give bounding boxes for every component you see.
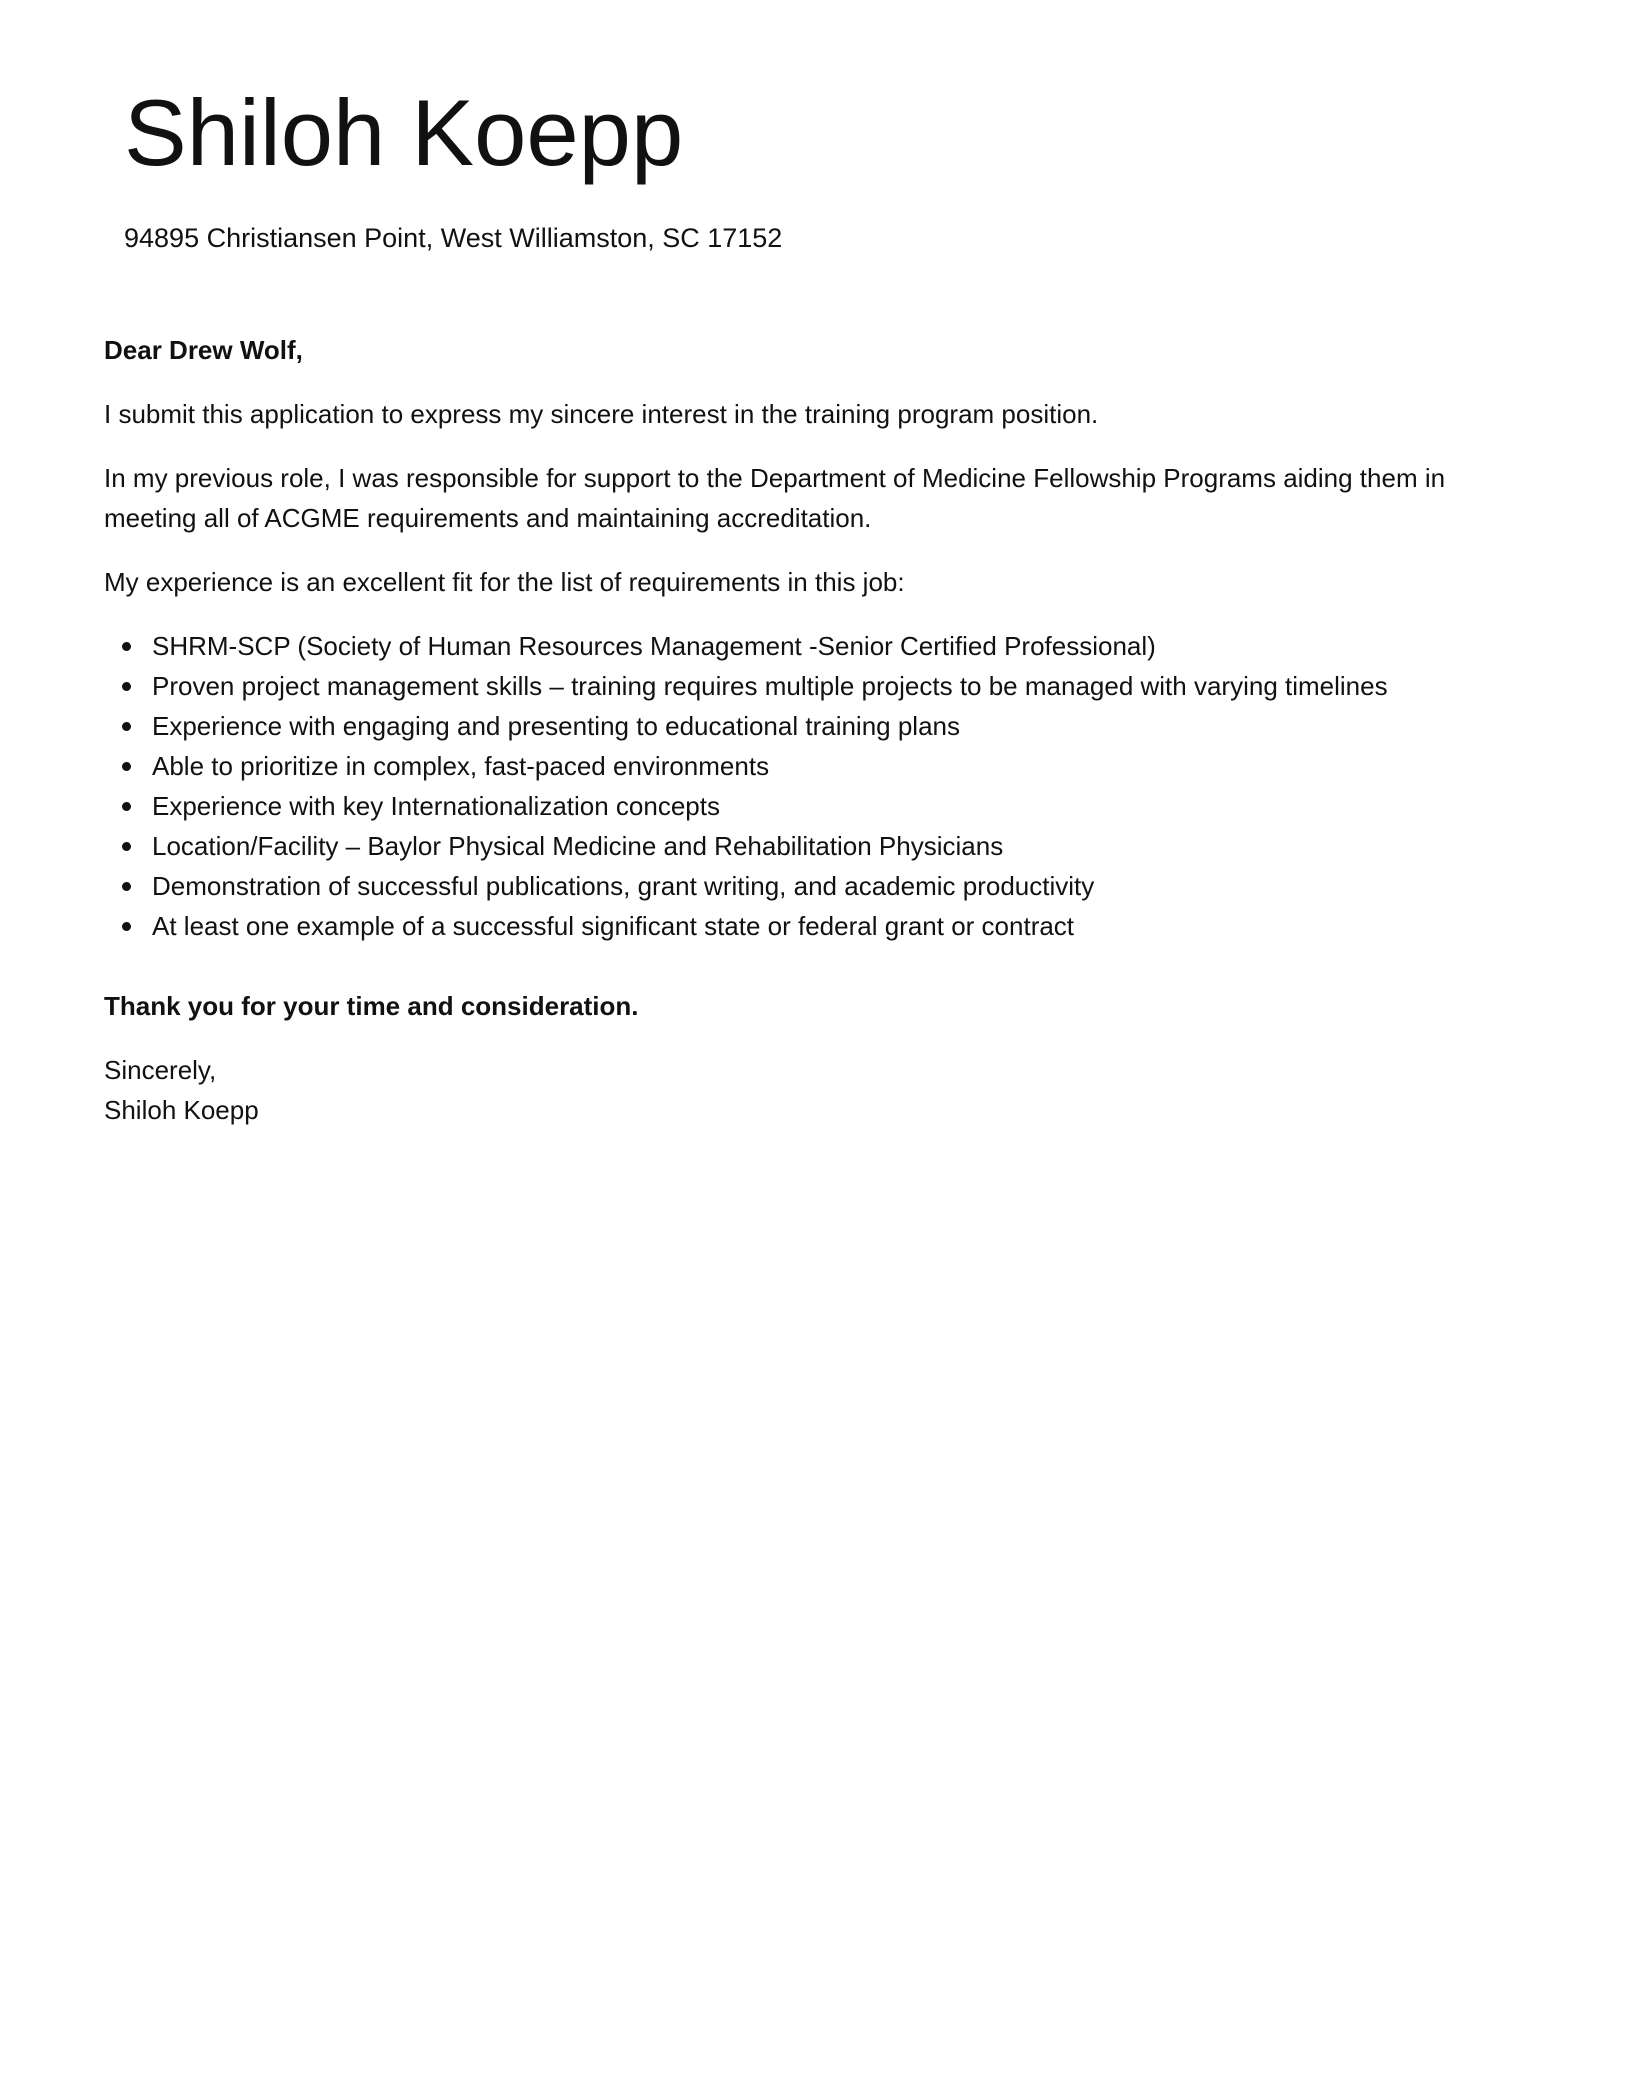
requirements-list xyxy=(104,626,1484,946)
closing-word: Sincerely, xyxy=(104,1055,217,1085)
applicant-address: 94895 Christiansen Point, West Williamston, SC 17152 xyxy=(124,223,783,253)
applicant-name: Shiloh Koepp xyxy=(124,80,684,185)
bullet-icon xyxy=(122,722,131,731)
bullet-icon xyxy=(122,802,131,811)
intro-paragraph: I submit this application to express my sincere interest in the training program position. xyxy=(104,399,1099,429)
bullet-icon xyxy=(122,762,131,771)
requirement-text: SHRM-SCP (Society of Human Resources Management -Senior Certified Professional) xyxy=(152,631,1156,661)
letter-header xyxy=(124,78,1424,254)
closing-block xyxy=(104,1050,1484,1130)
requirement-text: Experience with engaging and presenting to educational training plans xyxy=(152,711,961,741)
bullet-icon xyxy=(122,682,131,691)
list-item xyxy=(152,666,1484,706)
list-item xyxy=(152,746,1484,786)
letter-body xyxy=(104,330,1484,1130)
requirements-intro: My experience is an excellent fit for the list of requirements in this job: xyxy=(104,567,905,597)
bullet-icon xyxy=(122,922,131,931)
requirement-text: Location/Facility – Baylor Physical Medicine and Rehabilitation Physicians xyxy=(152,831,1004,861)
list-item xyxy=(152,786,1484,826)
requirement-text: Demonstration of successful publications, grant writing, and academic productivity xyxy=(152,871,1095,901)
bullet-icon xyxy=(122,642,131,651)
requirement-text: Experience with key Internationalization concepts xyxy=(152,791,720,821)
list-item xyxy=(152,866,1484,906)
list-item xyxy=(152,906,1484,946)
salutation: Dear Drew Wolf, xyxy=(104,335,303,365)
bullet-icon xyxy=(122,842,131,851)
requirement-text: At least one example of a successful significant state or federal grant or contract xyxy=(152,911,1075,941)
list-item xyxy=(152,706,1484,746)
signature-name: Shiloh Koepp xyxy=(104,1095,259,1125)
bullet-icon xyxy=(122,882,131,891)
thanks-line: Thank you for your time and consideration. xyxy=(104,991,639,1021)
requirement-text: Able to prioritize in complex, fast-paced environments xyxy=(152,751,770,781)
requirement-text: Proven project management skills – training requires multiple projects to be managed with varying timelines xyxy=(152,671,1388,701)
list-item xyxy=(152,826,1484,866)
experience-paragraph: In my previous role, I was responsible for support to the Department of Medicine Fellowship Programs aiding them in meeting all of ACGME requirements and maintaining accreditation. xyxy=(104,463,1446,533)
list-item xyxy=(152,626,1484,666)
